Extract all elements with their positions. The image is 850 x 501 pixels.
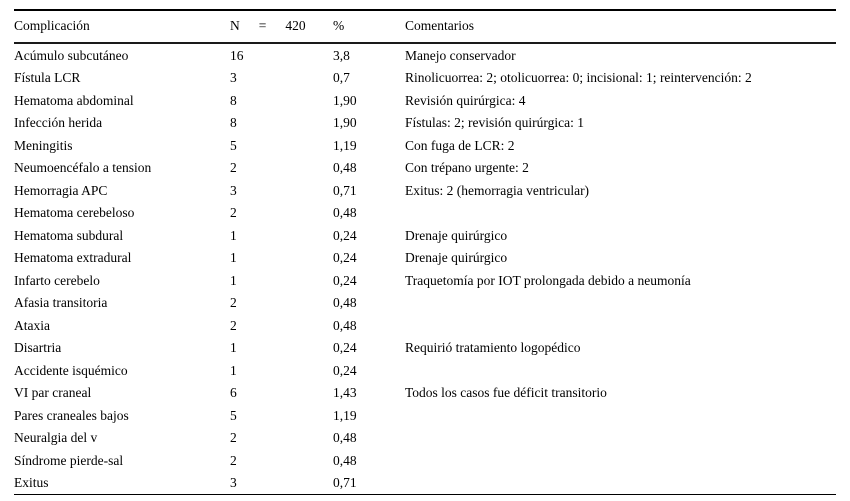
cell-percent: 0,48 <box>333 430 357 445</box>
cell-percent: 0,7 <box>333 70 350 85</box>
cell-n: 16 <box>230 47 244 63</box>
cell-n: 2 <box>230 160 237 175</box>
cell-complication: Disartria <box>14 340 62 355</box>
cell-n: 2 <box>230 317 237 333</box>
cell-complication: Síndrome pierde-sal <box>14 452 124 468</box>
cell-complication: Hematoma cerebeloso <box>14 205 135 220</box>
cell-comments: Traquetomía por IOT prolongada debido a neumonía <box>405 272 691 288</box>
cell-percent: 0,24 <box>333 272 357 288</box>
cell-n: 3 <box>230 182 237 198</box>
cell-percent: 0,48 <box>333 295 357 310</box>
cell-comments <box>405 202 836 225</box>
cell-complication: Pares craneales bajos <box>14 407 129 423</box>
cell-percent: 0,71 <box>333 475 357 490</box>
col-header-percent-label: % <box>333 18 345 33</box>
cell-n: 2 <box>230 430 237 445</box>
cell-comments: Con fuga de LCR: 2 <box>405 137 515 153</box>
cell-complication: Afasia transitoria <box>14 295 108 310</box>
table-row <box>14 134 836 157</box>
cell-percent: 0,48 <box>333 452 357 468</box>
cell-percent: 1,90 <box>333 92 357 108</box>
cell-percent: 0,71 <box>333 182 357 198</box>
cell-complication: Meningitis <box>14 137 73 153</box>
table-row <box>14 269 836 292</box>
cell-n: 8 <box>230 92 237 108</box>
cell-complication: Hematoma subdural <box>14 227 124 243</box>
cell-percent: 3,8 <box>333 47 350 63</box>
table-row <box>14 292 836 315</box>
cell-n: 8 <box>230 115 237 130</box>
cell-n: 2 <box>230 205 237 220</box>
table-row <box>14 202 836 225</box>
table-body <box>14 43 836 495</box>
table-row <box>14 224 836 247</box>
table-row <box>14 157 836 180</box>
n-equals-sign: = <box>258 18 267 33</box>
cell-comments: Revisión quirúrgica: 4 <box>405 92 526 108</box>
cell-n: 1 <box>230 250 237 265</box>
cell-percent: 0,48 <box>333 317 357 333</box>
cell-percent: 1,90 <box>333 115 357 130</box>
cell-percent: 1,19 <box>333 407 357 423</box>
cell-complication: Acúmulo subcutáneo <box>14 47 129 63</box>
col-header-comments <box>405 10 836 43</box>
cell-n: 1 <box>230 340 237 355</box>
col-header-percent <box>333 10 405 43</box>
table-row <box>14 427 836 450</box>
cell-n: 2 <box>230 295 237 310</box>
bottom-rule-cell <box>14 495 836 497</box>
cell-percent: 0,48 <box>333 160 357 175</box>
cell-percent: 0,24 <box>333 362 357 378</box>
cell-n: 3 <box>230 70 237 85</box>
cell-n: 1 <box>230 272 237 288</box>
table-header <box>14 10 836 43</box>
cell-complication: Ataxia <box>14 317 50 333</box>
cell-complication: Infección herida <box>14 115 103 130</box>
complications-table <box>14 9 836 497</box>
cell-n: 1 <box>230 227 237 243</box>
cell-n: 2 <box>230 452 237 468</box>
cell-n: 1 <box>230 362 237 378</box>
cell-comments <box>405 449 836 472</box>
table-header-row <box>14 10 836 43</box>
table-row <box>14 449 836 472</box>
cell-comments <box>405 404 836 427</box>
cell-n: 5 <box>230 407 237 423</box>
cell-complication: Infarto cerebelo <box>14 272 100 288</box>
cell-comments <box>405 472 836 495</box>
table-row <box>14 179 836 202</box>
cell-complication: VI par craneal <box>14 385 92 400</box>
table-row <box>14 314 836 337</box>
cell-comments: Fístulas: 2; revisión quirúrgica: 1 <box>405 115 584 130</box>
cell-n: 3 <box>230 475 237 490</box>
cell-percent: 0,24 <box>333 250 357 265</box>
cell-complication: Hemorragia APC <box>14 182 108 198</box>
cell-complication: Neuralgia del v <box>14 430 98 445</box>
cell-comments: Rinolicuorrea: 2; otolicuorrea: 0; incisional: 1; reintervención: 2 <box>405 70 752 85</box>
col-header-n <box>230 10 333 43</box>
table-row <box>14 43 836 67</box>
n-total-value: 420 <box>285 18 306 33</box>
table-row <box>14 404 836 427</box>
table-row <box>14 472 836 495</box>
col-header-complication-label: Complicación <box>14 18 90 33</box>
table-row <box>14 359 836 382</box>
cell-comments: Con trépano urgente: 2 <box>405 160 529 175</box>
cell-comments: Todos los casos fue déficit transitorio <box>405 385 607 400</box>
table-row <box>14 67 836 90</box>
cell-comments: Manejo conservador <box>405 47 516 63</box>
col-header-comments-label: Comentarios <box>405 18 474 33</box>
cell-complication: Exitus <box>14 475 49 490</box>
cell-comments <box>405 292 836 315</box>
cell-comments: Drenaje quirúrgico <box>405 250 508 265</box>
col-header-complication <box>14 10 230 43</box>
n-label: N <box>230 18 240 33</box>
table-row <box>14 337 836 360</box>
cell-comments: Drenaje quirúrgico <box>405 227 508 243</box>
cell-complication: Hematoma abdominal <box>14 92 134 108</box>
cell-complication: Hematoma extradural <box>14 250 132 265</box>
cell-comments <box>405 427 836 450</box>
cell-comments: Requirió tratamiento logopédico <box>405 340 581 355</box>
cell-complication: Neumoencéfalo a tension <box>14 160 152 175</box>
cell-percent: 0,48 <box>333 205 357 220</box>
table-footer <box>14 495 836 497</box>
cell-comments: Exitus: 2 (hemorragia ventricular) <box>405 182 590 198</box>
cell-n: 5 <box>230 137 237 153</box>
cell-percent: 0,24 <box>333 340 357 355</box>
cell-comments <box>405 359 836 382</box>
table-row <box>14 247 836 270</box>
table-row <box>14 89 836 112</box>
cell-complication: Accidente isquémico <box>14 362 128 378</box>
cell-comments <box>405 314 836 337</box>
cell-percent: 1,19 <box>333 137 357 153</box>
table-row <box>14 382 836 405</box>
bottom-rule <box>14 495 836 497</box>
cell-percent: 0,24 <box>333 227 357 243</box>
table-row <box>14 112 836 135</box>
cell-percent: 1,43 <box>333 385 357 400</box>
cell-n: 6 <box>230 385 237 400</box>
cell-complication: Fístula LCR <box>14 70 81 85</box>
